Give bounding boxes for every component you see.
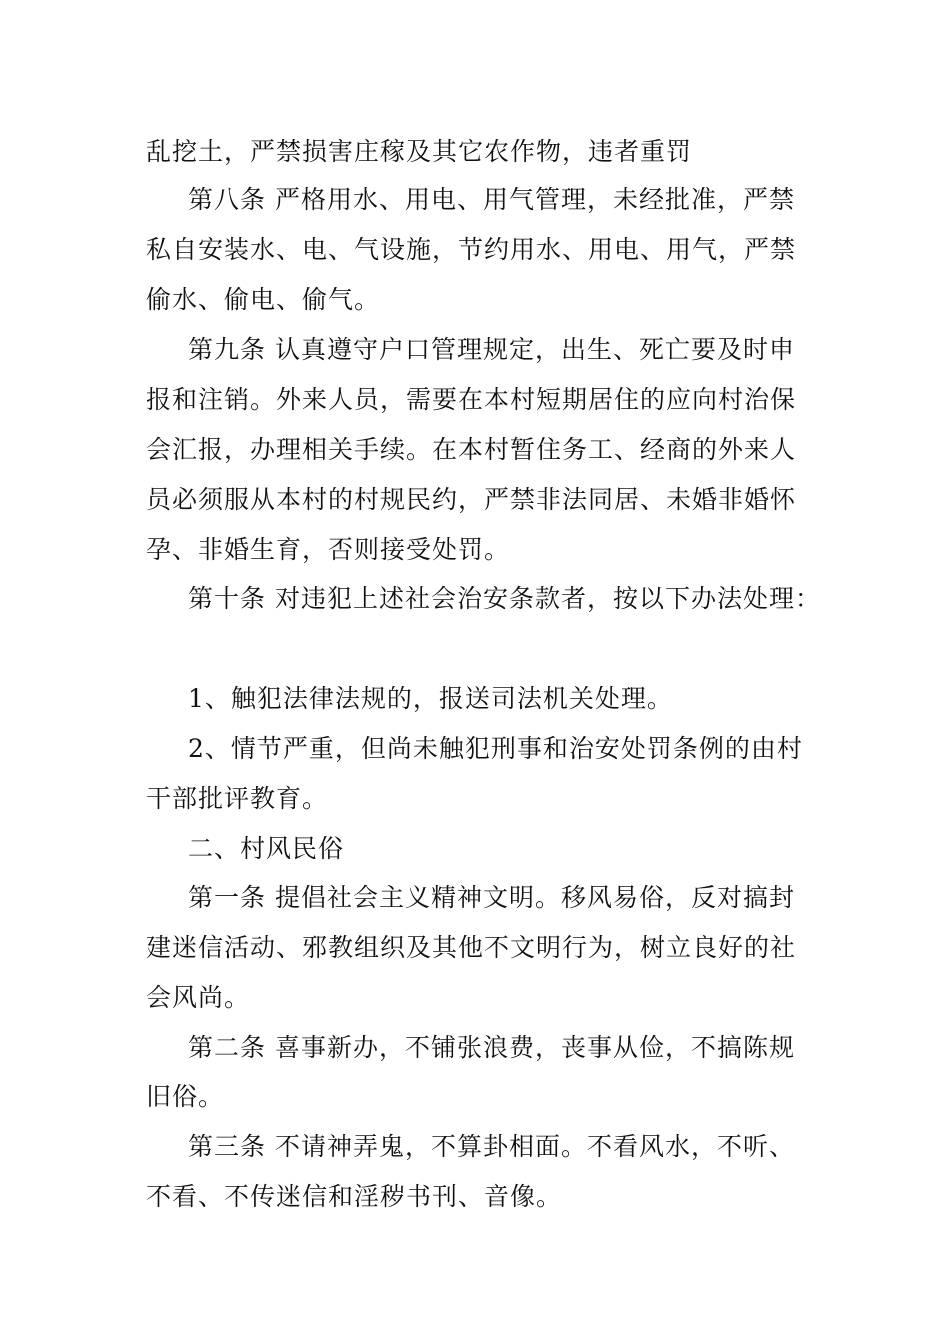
article-3-heading-line: 第三条 不请神弄鬼，不算卦相面。不看风水，不听、	[188, 1132, 795, 1161]
article-10-heading-line: 第十条 对违犯上述社会治安条款者，按以下办法处理：	[188, 584, 821, 613]
article-1-heading-line: 第一条 提倡社会主义精神文明。移风易俗，反对搞封	[188, 883, 795, 912]
list-item-2: 2、情节严重，但尚未触犯刑事和治安处罚条例的由村	[188, 734, 803, 763]
article-8-heading-line: 第八条 严格用水、用电、用气管理，未经批准，严禁	[188, 185, 795, 214]
section-heading-village-customs: 二、村风民俗	[188, 834, 345, 863]
text-line: 私自安装水、电、气设施，节约用水、用电、用气，严禁	[146, 235, 797, 264]
list-item-1: 1、触犯法律法规的，报送司法机关处理。	[188, 684, 673, 713]
text-line: 建迷信活动、邪教组织及其他不文明行为，树立良好的社	[146, 933, 797, 962]
text-line: 会汇报，办理相关手续。在本村暂住务工、经商的外来人	[146, 435, 797, 464]
text-line: 偷水、偷电、偷气。	[146, 285, 381, 314]
text-line: 干部批评教育。	[146, 784, 329, 813]
text-line: 孕、非婚生育，否则接受处罚。	[146, 535, 511, 564]
text-line: 报和注销。外来人员，需要在本村短期居住的应向村治保	[146, 385, 797, 414]
text-line: 不看、不传迷信和淫秽书刊、音像。	[146, 1182, 563, 1211]
text-line: 旧俗。	[146, 1082, 225, 1111]
text-line: 乱挖土，严禁损害庄稼及其它农作物，违者重罚	[146, 137, 693, 166]
text-line: 会风尚。	[146, 983, 251, 1012]
article-2-heading-line: 第二条 喜事新办，不铺张浪费，丧事从俭，不搞陈规	[188, 1033, 795, 1062]
article-9-heading-line: 第九条 认真遵守户口管理规定，出生、死亡要及时申	[188, 335, 795, 364]
text-line: 员必须服从本村的村规民约，严禁非法同居、未婚非婚怀	[146, 485, 797, 514]
